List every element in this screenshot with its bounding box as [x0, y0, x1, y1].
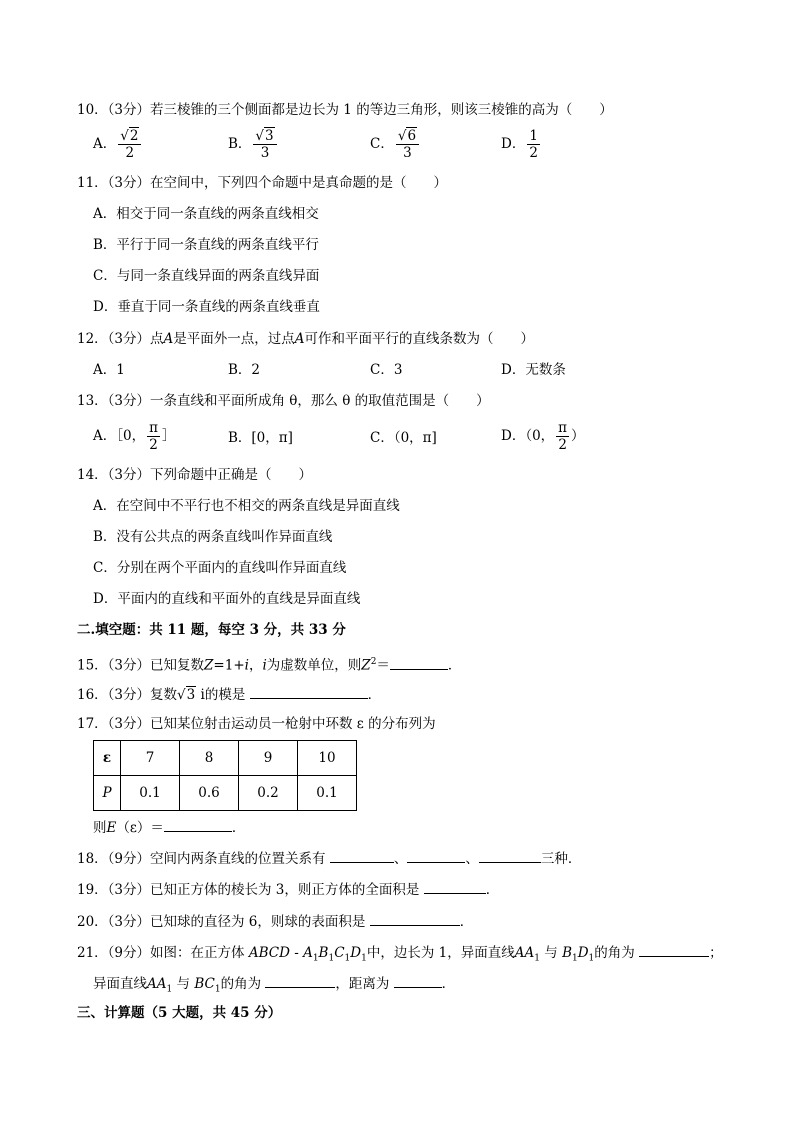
stem-text: 的角为 — [220, 976, 262, 992]
cube-name: ABCD — [248, 945, 290, 961]
radicand: 3 — [186, 687, 196, 703]
section-heading-calculation: 三、计算题（5 大题，共 45 分） — [77, 1005, 282, 1021]
option-text: D．（0， — [501, 428, 555, 444]
exponent: 2 — [370, 657, 377, 667]
numerator: π — [149, 420, 158, 436]
segment-aa1: AA — [514, 945, 535, 961]
stem-text: 与 — [544, 945, 558, 961]
table-row — [94, 776, 357, 811]
stem-text: ． — [441, 976, 456, 992]
answer-blank[interactable] — [639, 942, 709, 957]
stem-text: 的角为 — [594, 945, 635, 961]
q21-line1: 21．（9分）如图：在正方体 ABCD - $A_1B_1C_1D_1$中，边长为 1，异面直线$AA_1$ 与 $B_1D_1$的角为 ； — [77, 942, 723, 968]
stem-text: 21．（9分）如图：在正方体 — [77, 945, 245, 961]
cube-name: A — [303, 945, 313, 961]
stem-text: 16．（3分）复数 — [77, 687, 178, 703]
answer-blank[interactable] — [390, 655, 448, 670]
stem-text: 与 — [176, 976, 191, 992]
var-z: Z — [361, 657, 371, 674]
q14-option-a: A．在空间中不平行也不相交的两条直线是异面直线 — [93, 498, 400, 514]
radicand: 6 — [407, 128, 417, 144]
q14-option-c: C．分别在两个平面内的直线叫作异面直线 — [93, 560, 347, 576]
answer-blank[interactable] — [407, 848, 465, 863]
stem-text: 三种． — [540, 851, 582, 867]
q12-option-a: A．1 — [93, 362, 125, 378]
q13-option-d — [501, 420, 585, 453]
numerator: π — [558, 420, 568, 436]
q14-stem: 14．（3分）下列命题中正确是（ ） — [77, 467, 313, 483]
distribution-table — [93, 740, 357, 811]
stem-text: 为虚数单位，则 — [266, 657, 362, 674]
segment-bc1: BC — [194, 976, 215, 992]
numerator: 1 — [529, 128, 538, 144]
q21-line2: 异面直线$AA_1$ 与 $BC_1$的角为 ，距离为 ． — [93, 973, 455, 999]
table-cell: 7 — [121, 741, 180, 776]
q17-stem: 17．（3分）已知某位射击运动员一枪射中环数 ε 的分布列为 — [77, 716, 436, 732]
option-text: ］ — [161, 428, 176, 444]
stem-text: 异面直线 — [93, 976, 147, 992]
option-label: B． — [228, 136, 252, 152]
option-text: ） — [571, 428, 585, 444]
table-cell: 0.1 — [121, 776, 180, 811]
q19-stem — [77, 879, 499, 899]
radical: √3 — [177, 687, 196, 703]
answer-blank[interactable] — [424, 879, 486, 894]
q13-option-b: B．[0，π] — [228, 430, 293, 446]
q13-option-a — [93, 420, 175, 453]
q10-stem: 10．（3分）若三棱锥的三个侧面都是边长为 1 的等边三角形，则该三棱锥的高为（ ） — [77, 102, 613, 118]
stem-text: 、 — [393, 851, 408, 867]
stem-text: ． — [447, 657, 462, 674]
point-var: A — [294, 331, 305, 347]
stem-text: 20．（3分）已知球的直径为 6，则球的表面积是 — [77, 914, 366, 930]
fraction: $\frac{√3}{3}$ — [253, 128, 276, 161]
stem-text: ． — [459, 914, 474, 930]
answer-blank[interactable] — [370, 911, 460, 926]
denominator: 2 — [558, 437, 567, 453]
fraction: $\frac{√6}{3}$ — [396, 128, 419, 161]
answer-blank[interactable] — [330, 848, 394, 863]
stem-text: ． — [231, 820, 246, 836]
q11-option-d: D．垂直于同一条直线的两条直线垂直 — [93, 299, 320, 315]
q18-stem — [77, 848, 581, 868]
q20-stem — [77, 911, 473, 931]
stem-text: 中，边长为 1，异面直线 — [366, 945, 515, 961]
q10-option-b — [228, 128, 279, 161]
stem-text: ． — [485, 882, 500, 898]
denominator: 2 — [529, 145, 538, 161]
q12-option-b: B．2 — [228, 362, 261, 378]
radicand: 3 — [265, 128, 274, 144]
radicand: 2 — [129, 128, 139, 144]
stem-text: 15．（3分）已知复数 — [77, 657, 205, 674]
stem-text: 是平面外一点，过点 — [173, 331, 295, 347]
stem-text: 则 — [93, 820, 107, 836]
stem-text: ＝ — [376, 657, 390, 674]
q11-stem: 11．（3分）在空间中，下列四个命题中是真命题的是（ ） — [77, 175, 448, 191]
q10-option-d — [501, 128, 542, 161]
option-label: D． — [501, 136, 526, 152]
q16-stem — [77, 684, 381, 704]
q11-option-a: A．相交于同一条直线的两条直线相交 — [93, 206, 319, 222]
stem-text: ． — [367, 687, 382, 703]
table-cell: 0.2 — [239, 776, 298, 811]
stem-text: 19．（3分）已知正方体的棱长为 3，则正方体的全面积是 — [77, 882, 420, 898]
denominator: 2 — [149, 437, 158, 453]
point-var: A — [163, 331, 174, 347]
stem-text: ，距离为 — [335, 976, 390, 992]
q10-option-c — [370, 128, 421, 161]
q10-option-a — [93, 128, 143, 161]
stem-text: 18．（9分）空间内两条直线的位置关系有 — [77, 851, 326, 867]
stem-text: =1+ — [213, 657, 245, 674]
table-cell: ε — [94, 741, 121, 776]
stem-text: ， — [248, 657, 263, 674]
table-cell: 0.1 — [298, 776, 357, 811]
answer-blank[interactable] — [265, 973, 335, 988]
q17-expectation — [93, 817, 245, 837]
option-text: A．［0， — [93, 428, 146, 444]
q12-option-d: D．无数条 — [501, 362, 566, 378]
q12-stem — [77, 330, 534, 348]
q14-option-b: B．没有公共点的两条直线叫作异面直线 — [93, 529, 333, 545]
stem-text: 、 — [465, 851, 479, 867]
fraction — [556, 420, 569, 453]
var-e: E — [106, 820, 117, 836]
fraction — [527, 128, 540, 161]
table-cell: 9 — [239, 741, 298, 776]
q13-stem: 13．（3分）一条直线和平面所成角 θ，那么 θ 的取值范围是（ ） — [77, 393, 490, 409]
var-i: i — [244, 657, 249, 674]
table-cell: 8 — [180, 741, 239, 776]
stem-text: ； — [709, 945, 723, 961]
q14-option-d: D．平面内的直线和平面外的直线是异面直线 — [93, 591, 361, 607]
answer-blank[interactable] — [394, 973, 442, 988]
table-cell: 10 — [298, 741, 357, 776]
q12-option-c: C．3 — [370, 362, 403, 378]
stem-text: - — [289, 945, 304, 961]
q13-option-c: C．（0，π] — [370, 430, 437, 446]
q11-option-c: C．与同一条直线异面的两条直线异面 — [93, 268, 320, 284]
answer-blank[interactable] — [250, 684, 368, 699]
q15-stem — [77, 653, 461, 675]
var-z: Z — [204, 657, 214, 674]
q11-option-b: B．平行于同一条直线的两条直线平行 — [93, 237, 319, 253]
option-label: A． — [93, 136, 117, 152]
var-i: i — [262, 657, 267, 674]
answer-blank[interactable] — [164, 817, 232, 832]
stem-text: 12．（3分）点 — [77, 331, 164, 347]
denominator: 3 — [260, 145, 270, 161]
segment-aa1: AA — [147, 976, 167, 992]
answer-blank[interactable] — [479, 848, 541, 863]
table-row — [94, 741, 357, 776]
stem-text: i的模是 — [196, 687, 246, 703]
table-cell: 0.6 — [180, 776, 239, 811]
segment-b1d1: B — [562, 945, 572, 961]
fraction — [147, 420, 160, 453]
denominator: 3 — [403, 145, 412, 161]
table-cell: P — [94, 776, 121, 811]
section-heading-fill-in: 二.填空题：共 11 题，每空 3 分，共 33 分 — [77, 622, 346, 638]
denominator: 2 — [125, 145, 135, 161]
option-label: C． — [370, 136, 394, 152]
stem-text: 可作和平面平行的直线条数为（ ） — [304, 331, 535, 347]
fraction: $\frac{√2}{2}$ — [118, 128, 141, 161]
stem-text: （ε）＝ — [116, 820, 164, 836]
